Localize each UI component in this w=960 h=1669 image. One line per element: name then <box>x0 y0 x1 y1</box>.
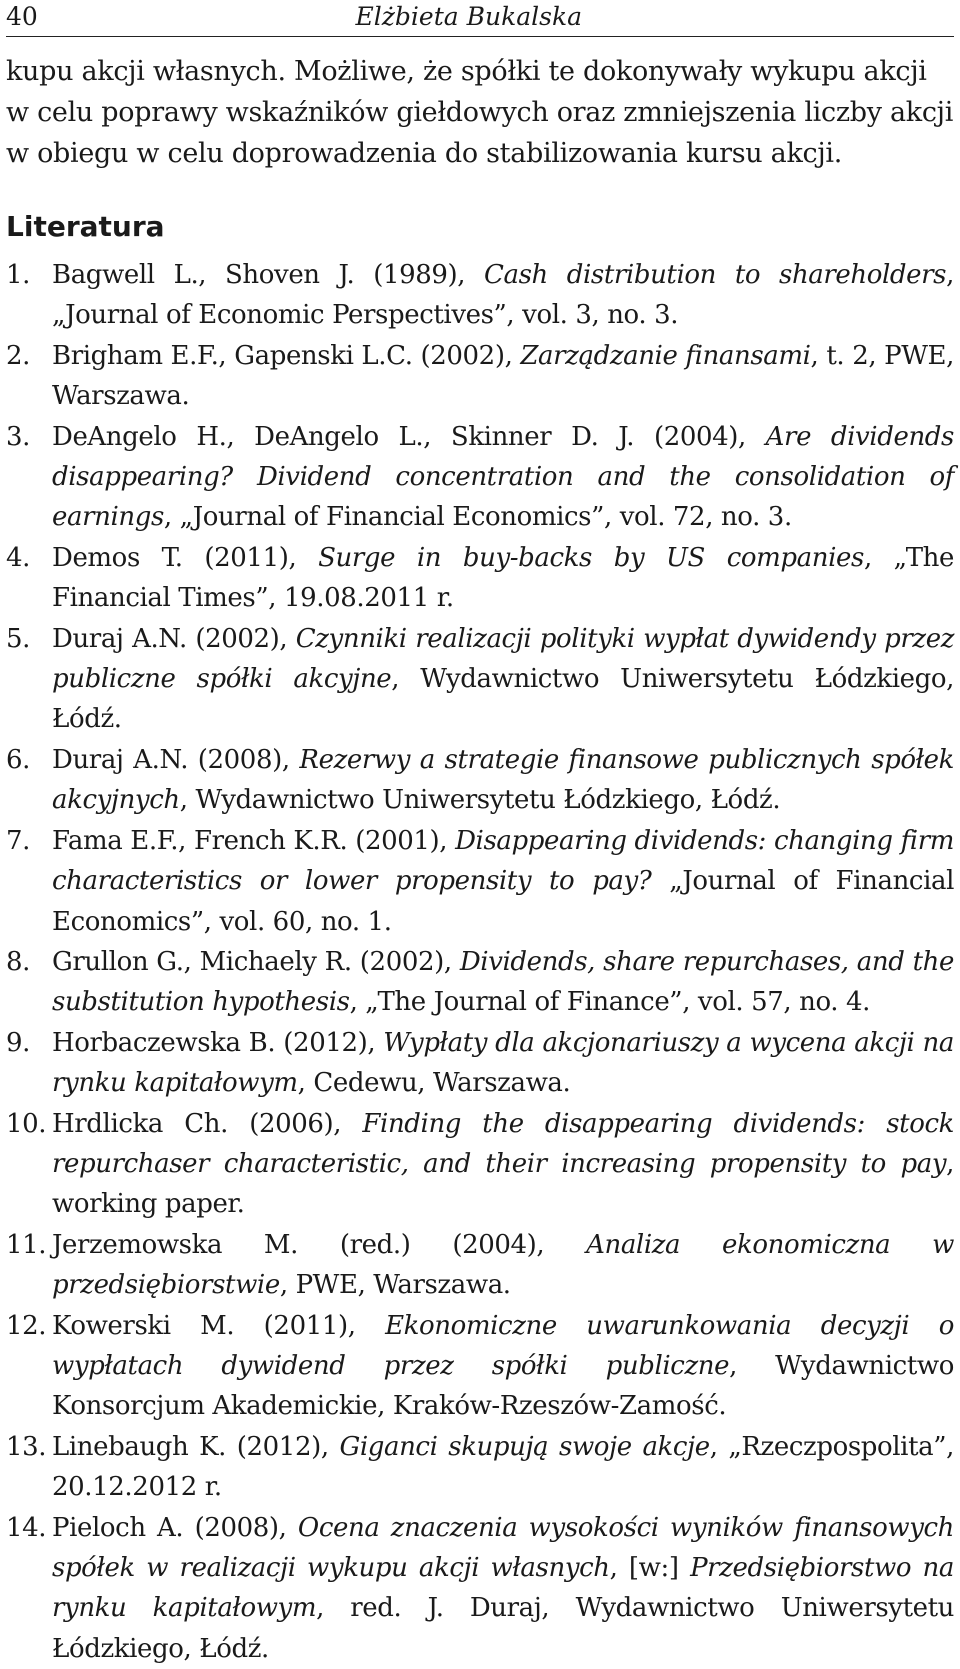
reference-segment: , Wydawnictwo Uniwersytetu Łódzkiego, Łódź. <box>179 785 781 816</box>
reference-segment: , PWE, Warszawa. <box>279 1270 511 1301</box>
reference-number: 1. <box>6 260 31 290</box>
reference-segment: , red. J. Duraj, Wydawnictwo Uniwersytetu Łódzkiego, Łódź. <box>52 1593 955 1664</box>
reference-number: 2. <box>6 340 31 371</box>
reference-title: Czynniki realizacji polityki wypłat dywidendy przez publiczne spółki akcyjne <box>52 623 955 695</box>
reference-segment: Fama E.F., French K.R. (2001), <box>52 825 456 856</box>
reference-text <box>52 1508 954 1669</box>
reference-number: 9. <box>6 1027 31 1058</box>
reference-segment: Horbaczewska B. (2012), <box>52 1027 384 1058</box>
page-number: 40 <box>6 2 38 31</box>
reference-text <box>52 417 954 538</box>
reference-segment: Kowerski M. (2011), <box>52 1310 386 1341</box>
reference-text <box>52 1104 954 1225</box>
reference-segment: Brigham E.F., Gapenski L.C. (2002), <box>52 340 521 371</box>
reference-item <box>6 1508 954 1669</box>
reference-number: 11. <box>6 1229 47 1260</box>
reference-item <box>6 1427 954 1508</box>
reference-title: Zarządzanie finansami <box>520 340 811 371</box>
reference-text <box>52 1225 954 1306</box>
reference-segment: Grullon G., Michaely R. (2002), <box>52 946 460 977</box>
reference-segment: Bagwell L., Shoven J. (1989), <box>52 260 485 290</box>
reference-segment: DeAngelo H., DeAngelo L., Skinner D. J. (2004), <box>52 421 766 452</box>
reference-title: Dividends, share repurchases, and the substitution hypothesis <box>52 946 954 1018</box>
reference-item <box>6 336 954 417</box>
reference-segment: , working paper. <box>52 1148 954 1220</box>
reference-item <box>6 740 954 821</box>
running-head-author: Elżbieta Bukalska <box>355 2 582 31</box>
reference-text <box>52 1427 954 1508</box>
reference-title: Ekonomiczne uwarunkowania decyzji o wypłatach dywidend przez spółki publiczne <box>52 1310 954 1381</box>
reference-text <box>52 821 954 942</box>
reference-text <box>52 740 954 821</box>
reference-number: 7. <box>6 825 31 856</box>
reference-item <box>6 417 954 538</box>
reference-text <box>52 942 954 1023</box>
reference-segment: , „Rzeczpospolita”, 20.12.2012 r. <box>52 1431 954 1503</box>
reference-segment: , Wydawnictwo Konsorcjum Akademickie, Kraków-Rzeszów-Zamość. <box>52 1350 954 1422</box>
reference-segment: Linebaugh K. (2012), <box>52 1431 340 1462</box>
reference-number: 13. <box>6 1431 47 1462</box>
reference-text <box>52 538 954 619</box>
reference-title: Wypłaty dla akcjonariuszy a wycena akcji na rynku kapitałowym <box>52 1027 954 1099</box>
reference-title: Disappearing dividends: changing firm characteristics or lower propensity to pay? <box>52 825 954 897</box>
reference-title: Are dividends disappearing? Dividend concentration and the consolidation of earnings <box>52 421 954 533</box>
reference-text <box>52 255 954 336</box>
reference-item <box>6 942 954 1023</box>
reference-segment: , t. 2, PWE, Warszawa. <box>52 340 954 412</box>
intro-paragraph: kupu akcji własnych. Możliwe, że spółki te dokonywały wykupu akcji w celu poprawy wskaźników giełdowych oraz zmniejszenia liczby akcji w obiegu w celu doprowadzenia do stabilizowania kursu akcji. <box>6 56 954 169</box>
reference-item <box>6 538 954 619</box>
reference-item <box>6 619 954 740</box>
reference-text <box>52 1306 954 1427</box>
reference-item <box>6 255 954 336</box>
reference-text <box>52 336 954 417</box>
reference-item <box>6 1104 954 1225</box>
reference-segment: , „Journal of Financial Economics”, vol. 72, no. 3. <box>163 502 792 533</box>
reference-number: 12. <box>6 1310 47 1341</box>
section-heading: Literatura <box>6 210 165 243</box>
reference-segment: , „The Financial Times”, 19.08.2011 r. <box>52 542 954 614</box>
reference-number: 10. <box>6 1108 47 1139</box>
reference-text <box>52 619 954 740</box>
reference-title: Analiza ekonomiczna w przedsiębiorstwie <box>52 1229 954 1301</box>
reference-number: 3. <box>6 421 31 452</box>
reference-text <box>52 1023 954 1104</box>
reference-segment: , „Journal of Economic Perspectives”, vol. 3, no. 3. <box>52 260 954 331</box>
reference-segment: , „The Journal of Finance”, vol. 57, no. 4. <box>349 987 870 1018</box>
reference-segment: , Cedewu, Warszawa. <box>297 1068 571 1099</box>
reference-segment: Jerzemowska M. (red.) (2004), <box>52 1229 587 1260</box>
reference-segment: „Journal of Financial Economics”, vol. 60, no. 1. <box>52 866 955 937</box>
body-text <box>6 51 954 174</box>
running-head <box>6 0 954 37</box>
reference-item <box>6 1225 954 1306</box>
reference-segment: Demos T. (2011), <box>52 542 319 573</box>
reference-number: 5. <box>6 623 31 654</box>
reference-number: 6. <box>6 744 31 775</box>
reference-title: Cash distribution to shareholders <box>484 260 947 290</box>
reference-segment: , [w:] <box>609 1553 691 1583</box>
reference-item <box>6 1023 954 1104</box>
reference-segment: Duraj A.N. (2002), <box>52 623 296 654</box>
reference-segment: Hrdlicka Ch. (2006), <box>52 1108 363 1139</box>
reference-number: 14. <box>6 1512 47 1543</box>
reference-item <box>6 821 954 942</box>
reference-item <box>6 1306 954 1427</box>
reference-title: Giganci skupują swoje akcje <box>339 1431 710 1462</box>
reference-title: Przedsiębiorstwo na rynku kapitałowym <box>52 1553 954 1624</box>
reference-title: Finding the disappearing dividends: stock repurchaser characteristic, and their increasing propensity to pay <box>52 1108 954 1179</box>
reference-number: 8. <box>6 946 31 977</box>
reference-title: Rezerwy a strategie finansowe publicznych spółek akcyjnych <box>52 744 955 816</box>
reference-title: Ocena znaczenia wysokości wyników finansowych spółek w realizacji wykupu akcji własnych <box>52 1512 954 1583</box>
reference-number: 4. <box>6 542 31 573</box>
reference-segment: , Wydawnictwo Uniwersytetu Łódzkiego, Łódź. <box>52 664 954 735</box>
reference-segment: Duraj A.N. (2008), <box>52 744 300 775</box>
reference-segment: Pieloch A. (2008), <box>52 1512 298 1543</box>
reference-title: Surge in buy-backs by US companies <box>318 542 864 573</box>
reference-list <box>6 255 954 1669</box>
